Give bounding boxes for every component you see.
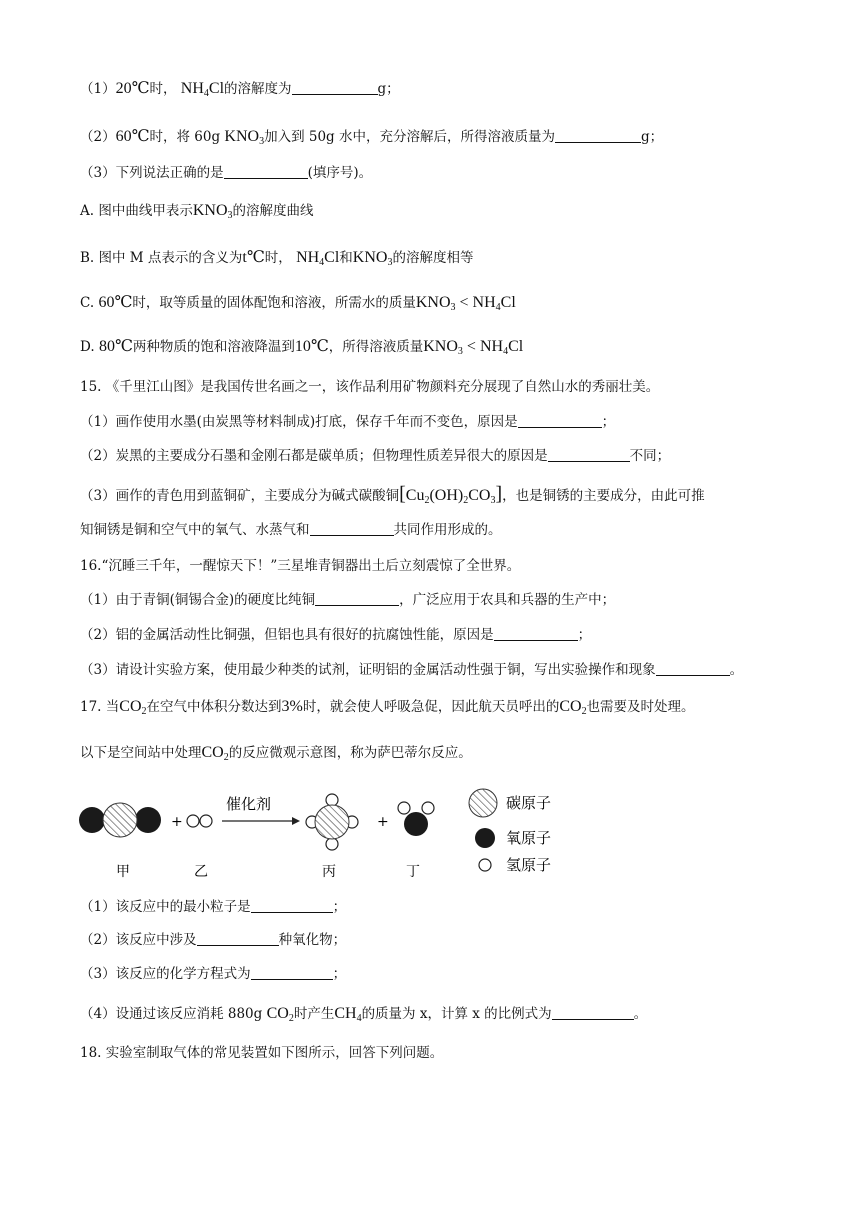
- q14-part2: （2）60℃时，将 60g $KNO_3$加入到 50g 水中，充分溶解后，所得溶液质量为 g；: [80, 128, 664, 147]
- answer-blank[interactable]: [518, 413, 602, 428]
- q18-stem: 18. 实验室制取气体的常见装置如下图所示，回答下列问题。: [80, 1045, 444, 1061]
- q16-part2: （2）铝的金属活动性比铜强，但铝也具有很好的抗腐蚀性能，原因是 ；: [80, 627, 592, 643]
- legend-carbon: 碳原子: [506, 794, 552, 812]
- q15-stem: 15. 《千里江山图》是我国传世名画之一，该作品利用矿物颜料充分展现了自然山水的秀丽壮美。: [80, 379, 660, 395]
- option-a: A. 图中曲线甲表示$KNO_3$的溶解度曲线: [80, 202, 314, 221]
- q17-part4: （4）设通过该反应消耗 880g $CO_2$时产生$CH_4$的质量为 x，计算 x 的比例式为 。: [80, 1005, 648, 1024]
- q15-part3: （3）画作的青色用到蓝铜矿，主要成分为碱式碳酸铜$[Cu_2(OH)_2CO_3]$，也是铜锈的主要成分，由此可推: [80, 483, 705, 506]
- q16-part3: （3）请设计实验方案，使用最少种类的试剂，证明铝的金属活动性强于铜，写出实验操作和现象 。: [80, 662, 744, 678]
- label-ding: 丁: [406, 864, 420, 880]
- label-bing: 丙: [322, 864, 336, 880]
- option-d: D. 80℃两种物质的饱和溶液降温到10℃，所得溶液质量$KNO_3 < NH_4Cl$: [80, 338, 524, 357]
- answer-blank[interactable]: [251, 898, 333, 913]
- q17-stem: 17. 当$CO_2$在空气中体积分数达到3%时，就会使人呼吸急促，因此航天员呼出的$CO_2$也需要及时处理。: [80, 698, 695, 717]
- legend-oxygen: 氧原子: [506, 829, 552, 847]
- answer-blank[interactable]: [292, 80, 378, 95]
- q17-part3: （3）该反应的化学方程式为 ；: [80, 966, 347, 982]
- arrow-head: [292, 817, 300, 825]
- answer-blank[interactable]: [315, 591, 399, 606]
- answer-blank[interactable]: [310, 521, 394, 536]
- q14-part1: （1）20℃时， $NH_4Cl$的溶解度为 g；: [80, 80, 400, 99]
- q15-part1: （1）画作使用水墨(由炭黑等材料制成)打底，保存千年而不变色，原因是 ；: [80, 414, 616, 430]
- legend: [469, 789, 551, 874]
- answer-blank[interactable]: [548, 447, 630, 462]
- q17-intro: 以下是空间站中处理$CO_2$的反应微观示意图，称为萨巴蒂尔反应。: [80, 744, 472, 763]
- q15-part3-cont: 知铜锈是铜和空气中的氧气、水蒸气和 共同作用形成的。: [80, 522, 502, 538]
- catalyst-label: 催化剂: [226, 795, 272, 813]
- oxygen-atom-icon: [475, 828, 495, 848]
- q16-stem: 16.“沉睡三千年，一醒惊天下！”三星堆青铜器出土后立刻震惊了全世界。: [80, 558, 521, 574]
- option-c: C. 60℃时，取等质量的固体配饱和溶液，所需水的质量$KNO_3 < NH_4Cl$: [80, 294, 516, 313]
- q15-part2: （2）炭黑的主要成分石墨和金刚石都是碳单质；但物理性质差异很大的原因是 不同；: [80, 448, 671, 464]
- molecule-yi: [187, 815, 212, 827]
- answer-blank[interactable]: [251, 965, 333, 980]
- legend-hydrogen: 氢原子: [506, 856, 552, 874]
- label-jia: 甲: [116, 864, 130, 880]
- plus-sign-1: +: [171, 814, 183, 830]
- molecule-bing: [306, 794, 358, 850]
- answer-blank[interactable]: [552, 1005, 634, 1020]
- q17-part2: （2）该反应中涉及 种氧化物；: [80, 932, 347, 948]
- molecule-ding: [398, 802, 434, 836]
- answer-blank[interactable]: [656, 661, 730, 676]
- plus-sign-2: +: [377, 814, 389, 830]
- reaction-diagram: [76, 786, 576, 886]
- answer-blank[interactable]: [197, 931, 279, 946]
- carbon-atom-icon: [469, 789, 497, 817]
- molecule-jia: [79, 803, 161, 837]
- answer-blank[interactable]: [224, 164, 308, 179]
- option-b: B. 图中 M 点表示的含义为t℃时， $NH_4Cl$和$KNO_3$的溶解度相等: [80, 249, 474, 268]
- answer-blank[interactable]: [555, 128, 641, 143]
- q16-part1: （1）由于青铜(铜锡合金)的硬度比纯铜 ，广泛应用于农具和兵器的生产中；: [80, 592, 616, 608]
- label-yi: 乙: [194, 864, 208, 880]
- hydrogen-atom-icon: [479, 859, 491, 871]
- q17-part1: （1）该反应中的最小粒子是 ；: [80, 899, 347, 915]
- q14-part3: （3）下列说法正确的是 (填序号)。: [80, 165, 373, 181]
- answer-blank[interactable]: [494, 626, 578, 641]
